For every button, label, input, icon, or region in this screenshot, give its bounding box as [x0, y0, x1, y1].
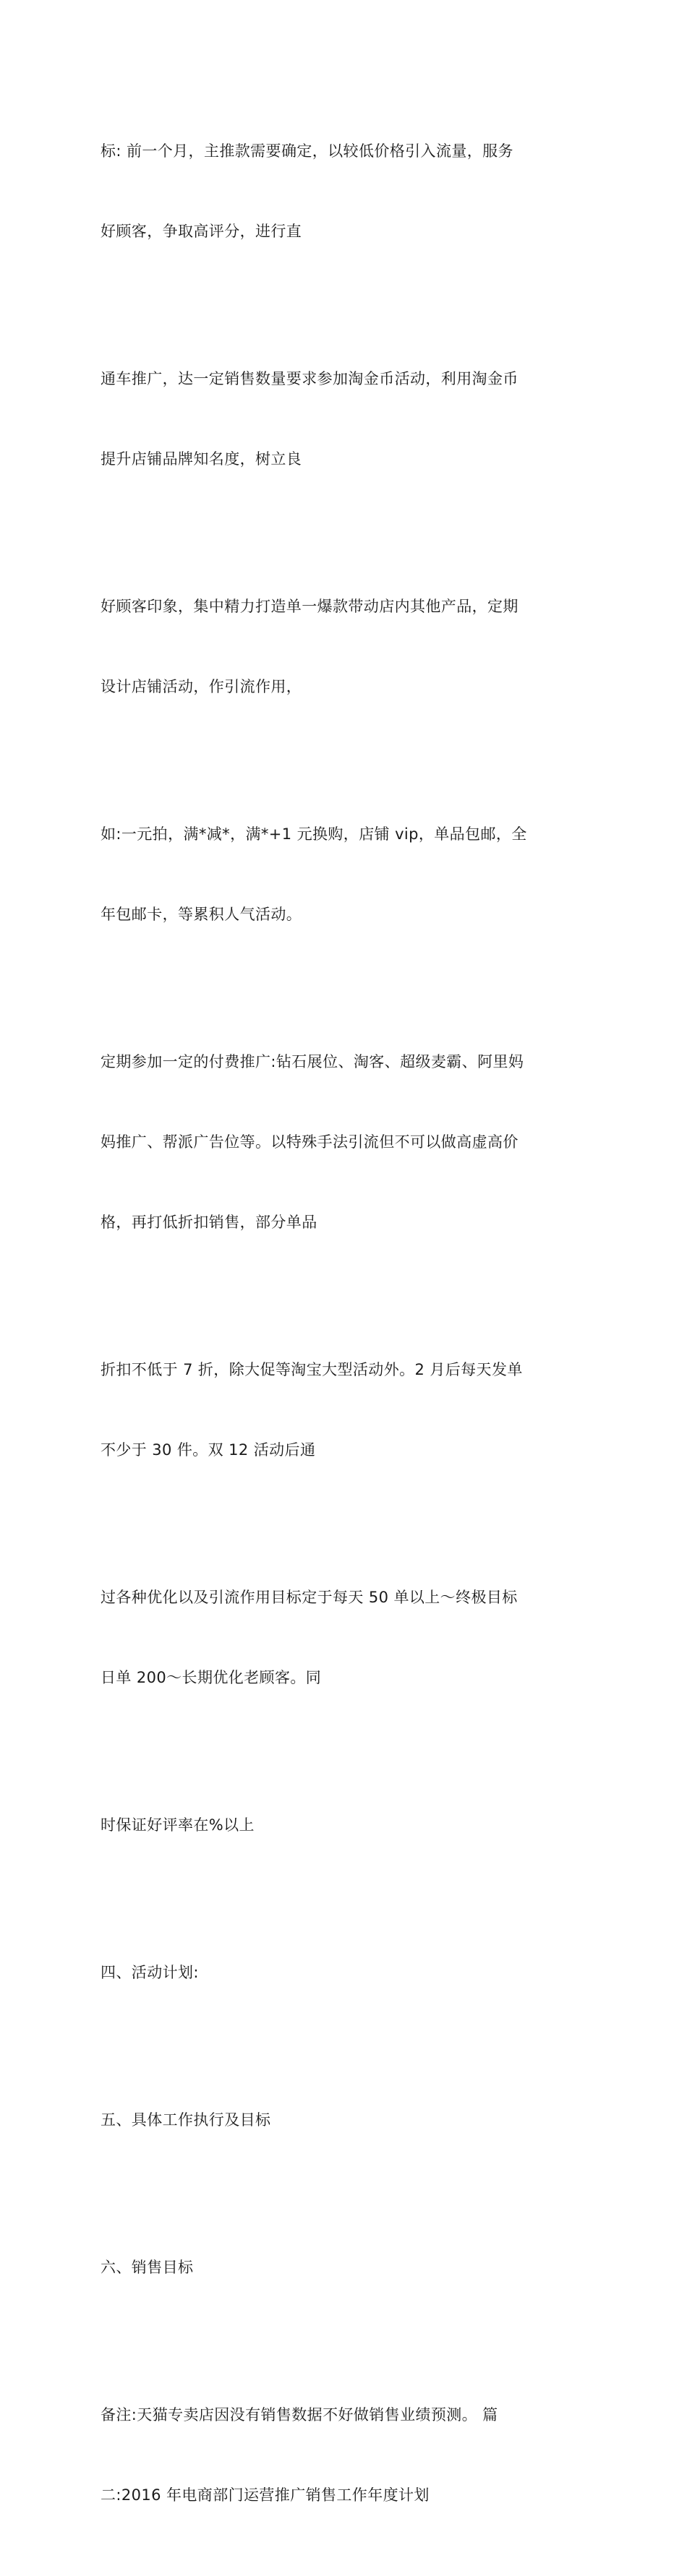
text-line: 不少于 30 件。双 12 活动后通 — [101, 1441, 316, 1459]
text-line: 好顾客印象，集中精力打造单一爆款带动店内其他产品，定期 — [101, 598, 519, 615]
text-line: 备注:天猫专卖店因没有销售数据不好做销售业绩预测。 篇 — [101, 2406, 498, 2423]
text-line: 定期参加一定的付费推广:钻石展位、淘客、超级麦霸、阿里妈 — [101, 1053, 524, 1070]
text-line: 格，再打低折扣销售，部分单品 — [101, 1214, 317, 1231]
paragraph-4 — [101, 768, 586, 982]
paragraph-3 — [101, 540, 586, 754]
text-line: 时保证好评率在%以上 — [101, 1816, 255, 1834]
text-line: 过各种优化以及引流作用目标定于每天 50 单以上～终极目标 — [101, 1589, 518, 1606]
paragraph-8 — [101, 1759, 586, 1892]
text-line: 折扣不低于 7 折，除大促等淘宝大型活动外。2 月后每天发单 — [101, 1361, 523, 1378]
text-line: 通车推广，达一定销售数量要求参加淘金币活动，利用淘金币 — [101, 370, 519, 387]
text-line: 如:一元拍，满*减*，满*+1 元换购，店铺 vip，单品包邮，全 — [101, 825, 527, 843]
text-line: 六、销售目标 — [101, 2259, 194, 2276]
text-line: 提升店铺品牌知名度，树立良 — [101, 450, 302, 468]
section-heading-sales-target — [101, 2201, 586, 2335]
section-heading-activity-plan — [101, 1906, 586, 2040]
text-line: 妈推广、帮派广告位等。以特殊手法引流但不可以做高虚高价 — [101, 1133, 519, 1151]
paragraph-remark — [101, 2348, 586, 2562]
section-heading-execution — [101, 2053, 586, 2187]
text-line: 年包邮卡，等累积人气活动。 — [101, 906, 302, 923]
paragraph-7 — [101, 1531, 586, 1745]
text-line: 标: 前一个月，主推款需要确定，以较低价格引入流量，服务 — [101, 142, 513, 160]
paragraph-1 — [101, 85, 586, 299]
text-line: 四、活动计划: — [101, 1964, 199, 1981]
text-line: 五、具体工作执行及目标 — [101, 2111, 271, 2129]
text-line: 设计店铺活动，作引流作用， — [101, 678, 302, 695]
paragraph-2 — [101, 312, 586, 526]
paragraph-6 — [101, 1303, 586, 1517]
text-line: 日单 200～长期优化老顾客。同 — [101, 1669, 322, 1686]
text-line: 二:2016 年电商部门运营推广销售工作年度计划 — [101, 2486, 430, 2504]
paragraph-5 — [101, 995, 586, 1289]
text-line: 好顾客，争取高评分，进行直 — [101, 223, 302, 240]
document-body — [101, 85, 586, 2576]
